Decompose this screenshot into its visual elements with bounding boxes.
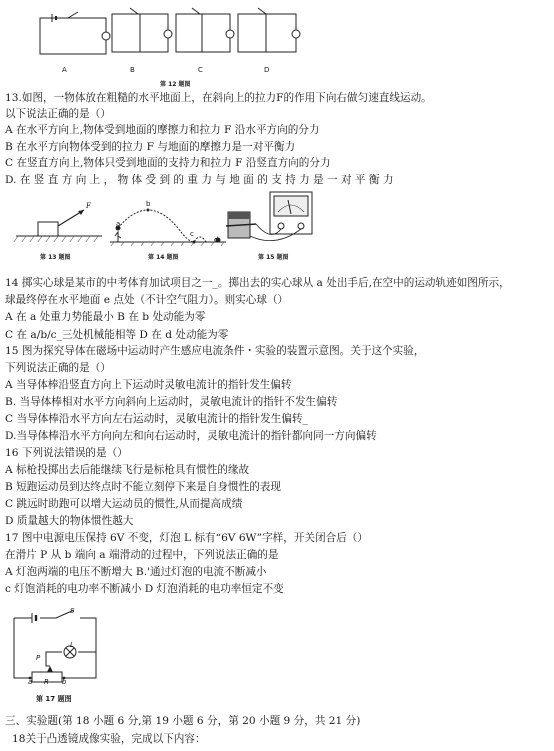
q18-stem: 18关于凸透镜成像实验，完成以下内容： [12, 733, 206, 745]
q15-stem-line1: 15 图为探究导体在磁场中运动时产生感应电流条件・实验的装置示意图。关于这个实验， [5, 345, 425, 357]
fig12-circuit-d [236, 4, 298, 58]
q13-option-d: D. 在 竖 直 方 向 上 ， 物 体 受 到 的 重 力 与 地 面 的 支 持 力 是 一 对 平 衡 力 [5, 174, 394, 186]
fig12-letter-b: B [130, 66, 135, 74]
q13-option-a: A 在水平方向上,物体受到地面的摩擦力和拉力 F 沿水平方向的分力 [5, 124, 320, 136]
q17-options-ab: A 灯泡两端的电压不断增大 B.'通过灯泡的电流不断减小 [5, 566, 267, 578]
q15-option-d: D.当导体棒沿水平方向向左和向右运动时，灵敏电流计的指针都向同一方向偏转 [5, 430, 377, 442]
q17-stem-line2: 在滑片 P 从 b 端向 a 端滑动的过程中，下列说法正确的是 [5, 549, 279, 561]
q16-stem: 16 下列说法错误的是（） [5, 447, 128, 459]
fig12-letter-a: A [62, 66, 67, 74]
q13-option-c: C 在竖直方向上,物体只受到地面的支持力和拉力 F 沿竖直方向的分力 [5, 157, 331, 169]
q16-option-c: C 跳远时助跑可以增大运动员的惯性,从而提高成绩 [5, 498, 243, 510]
fig14-caption: 第 14 题图 [148, 254, 179, 261]
fig14-point-d: d [214, 236, 219, 244]
fig12-caption: 第 12 题图 [160, 81, 191, 88]
fig13-caption: 第 13 题图 [40, 254, 71, 261]
fig12-letter-c: C [198, 66, 203, 74]
fig17-label-b: b [62, 678, 67, 686]
fig17-label-a: a [28, 678, 33, 686]
q15-option-a: A 当导体棒沿竖直方向上下运动时灵敏电流计的指针发生偏转 [5, 379, 292, 391]
q17-options-cd: c 灯饱消耗的电功率不断减小 D 灯泡消耗的电功率恒定不变 [5, 583, 284, 595]
q14-stem-line1: 14 掷实心球是某市的中考体育加试项目之一_。掷出去的实心球从 a 处出手后,在空中的运动轨迹如图所示， [5, 277, 510, 289]
fig12-circuit-b [110, 4, 170, 58]
fig15-apparatus-diagram [226, 190, 314, 250]
fig14-trajectory-diagram [108, 198, 228, 248]
section3-title: 三、实验题(第 18 小题 6 分,第 19 小题 6 分，第 20 小题 9 分，共 21 分) [5, 715, 361, 727]
q14-options-ab: A 在 a 处重力势能最小 B 在 b 处动能为零 [5, 311, 206, 323]
q15-stem-line2: 下列说法正确的是（） [5, 362, 111, 374]
q15-option-c: C 当导体棒沿水平方向左右运动时，灵敏电流计的指针发生偏转_ [5, 413, 308, 425]
fig15-caption: 第 15 题图 [258, 254, 289, 261]
fig12-circuit-c [174, 4, 232, 58]
fig17-caption: 第 17 题图 [36, 695, 72, 703]
q14-stem-line2: 球最终停在水平地面 e 点处（不计空气阻力）。则实心球（） [5, 294, 289, 306]
fig12-circuit-a [38, 8, 108, 58]
fig17-circuit-diagram [10, 606, 100, 688]
fig12-letter-d: D [264, 66, 270, 74]
fig14-point-a: a [116, 220, 121, 228]
fig17-label-l: L [70, 641, 74, 649]
q13-option-b: B 在水平方向物体受到的拉力 F 与地面的摩擦力是一对平衡力 [5, 141, 296, 153]
q16-option-a: A 标枪投掷出去后能继续飞行是标枪具有惯性的缘故 [5, 464, 250, 476]
fig14-point-b: b [146, 200, 151, 208]
q13-stem-line2: 以下说法正确的是（） [5, 108, 111, 120]
q13-stem-line1: 13.如图，一物体放在粗糙的水平地面上，在斜向上的拉力F的作用下向右做匀速直线运动。 [5, 92, 432, 104]
fig17-label-r: R [44, 678, 49, 686]
q16-option-d: D 质量越大的物体惯性越大 [5, 515, 134, 527]
fig17-label-p: P [36, 654, 41, 662]
q17-stem-line1: 17 图中电源电压保持 6V 不变，灯泡 L 标有“6V 6W”字样，开关闭合后（） [5, 532, 368, 544]
q14-options-cd: C 在 a/b/c_三处机械能相等 D 在 d 处动能为零 [5, 329, 229, 341]
fig17-label-s: S [70, 607, 75, 615]
fig13-force-label: F [86, 202, 91, 210]
fig14-point-c: c [190, 230, 194, 238]
q16-option-b: B 短跑运动员到达终点时不能立刻停下来是自身惯性的表现 [5, 481, 281, 493]
q15-option-b: B. 当导体棒相对水平方向斜向上运动时，灵敏电流计的指针不发生偏转 [5, 396, 338, 408]
